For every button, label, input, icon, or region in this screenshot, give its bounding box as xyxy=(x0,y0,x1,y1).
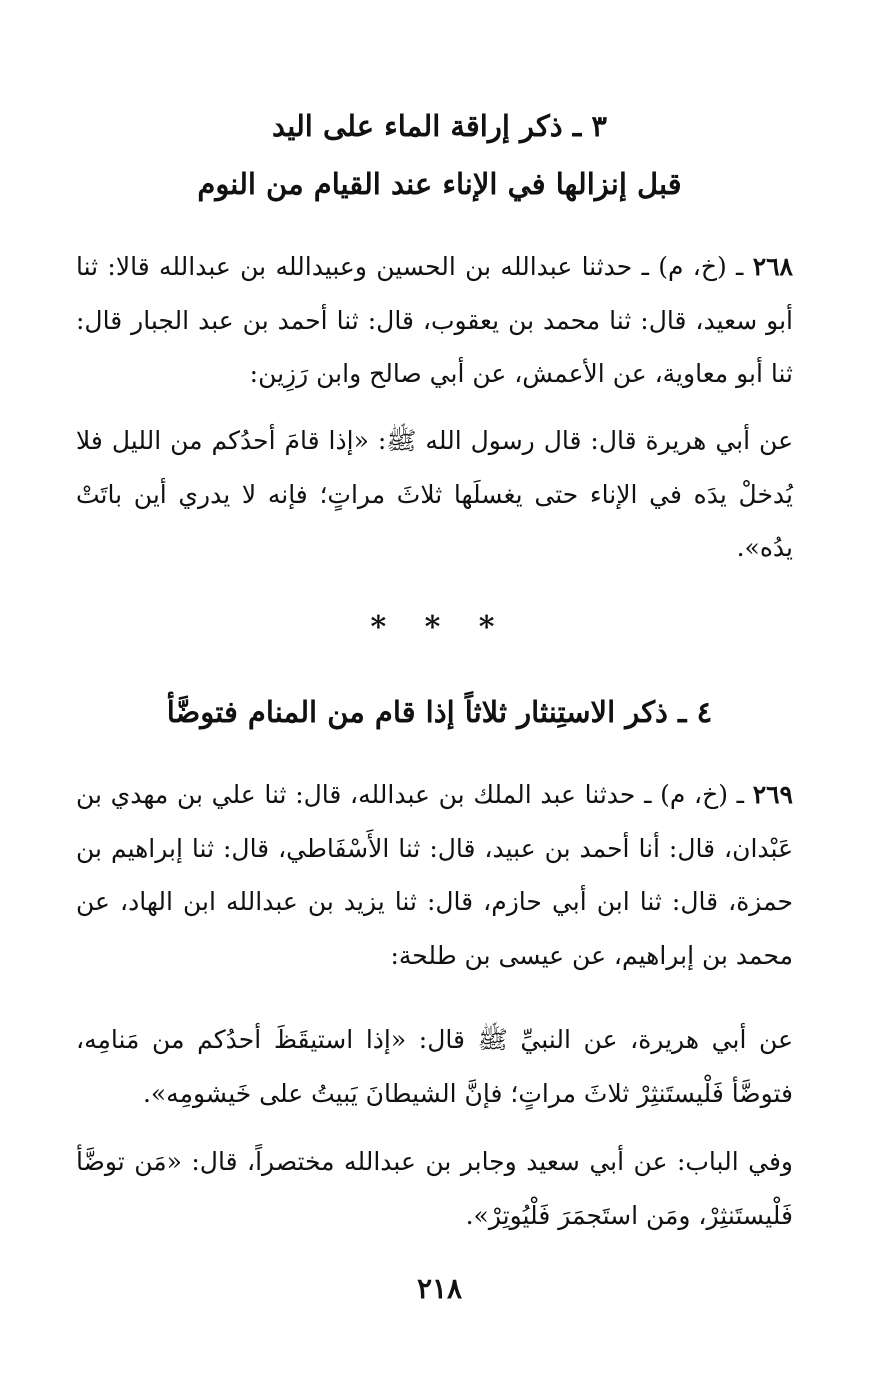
hadith-269-matn: عن أبي هريرة، عن النبيِّ ﷺ قال: «إذا استيقَظَ أحدُكم من مَنامِه، فتوضَّأ فَلْيستَنثِرْ ثلاثَ مراتٍ؛ فإنَّ الشيطانَ يَبيتُ على خَيشومِه». xyxy=(76,1025,793,1108)
hadith-268-isnad xyxy=(76,240,793,401)
hadith-268-matn: عن أبي هريرة قال: قال رسول الله ﷺ: «إذا قامَ أحدُكم من الليل فلا يُدخلْ يدَه في الإناء حتى يغسلَها ثلاثَ مراتٍ؛ فإنه لا يدري أين باتَتْ يدُه». xyxy=(76,426,793,562)
section-4-title: ٤ ـ ذكر الاستِنثار ثلاثاً إذا قام من المنام فتوضَّأ xyxy=(166,695,713,729)
page-number: ٢١٨ xyxy=(416,1272,463,1305)
hadith-268-isnad-text: ـ (خ، م) ـ حدثنا عبدالله بن الحسين وعبيدالله بن عبدالله قالا: ثنا أبو سعيد، قال: ثنا محمد بن يعقوب، قال: ثنا أحمد بن عبد الجبار قال: ثنا أبو معاوية، عن الأعمش، عن أبي صالح وابن رَزِين: xyxy=(76,252,793,388)
section-3-title-line-2: قبل إنزالها في الإناء عند القيام من النوم xyxy=(197,167,682,201)
hadith-269-number: ٢٦٩ xyxy=(752,780,793,809)
hadith-269-isnad xyxy=(76,768,793,982)
hadith-268-number: ٢٦٨ xyxy=(752,252,793,281)
hadith-269-bab: وفي الباب: عن أبي سعيد وجابر بن عبدالله مختصراً، قال: «مَن توضَّأ فَلْيستَنثِرْ، ومَن استَجمَرَ فَلْيُوتِرْ». xyxy=(76,1147,793,1230)
section-3-title-line-1: ٣ ـ ذكر إراقة الماء على اليد xyxy=(272,109,607,143)
hadith-269-isnad-text: ـ (خ، م) ـ حدثنا عبد الملك بن عبدالله، قال: ثنا علي بن مهدي بن عَبْدان، قال: أنا أحمد بن عبيد، قال: ثنا الأَسْفَاطي، قال: ثنا إبراهيم بن حمزة، قال: ثنا ابن أبي حازم، قال: ثنا يزيد بن عبدالله ابن الهاد، عن محمد بن إبراهيم، عن عيسى بن طلحة: xyxy=(76,780,793,970)
section-separator: * * * xyxy=(370,610,509,645)
